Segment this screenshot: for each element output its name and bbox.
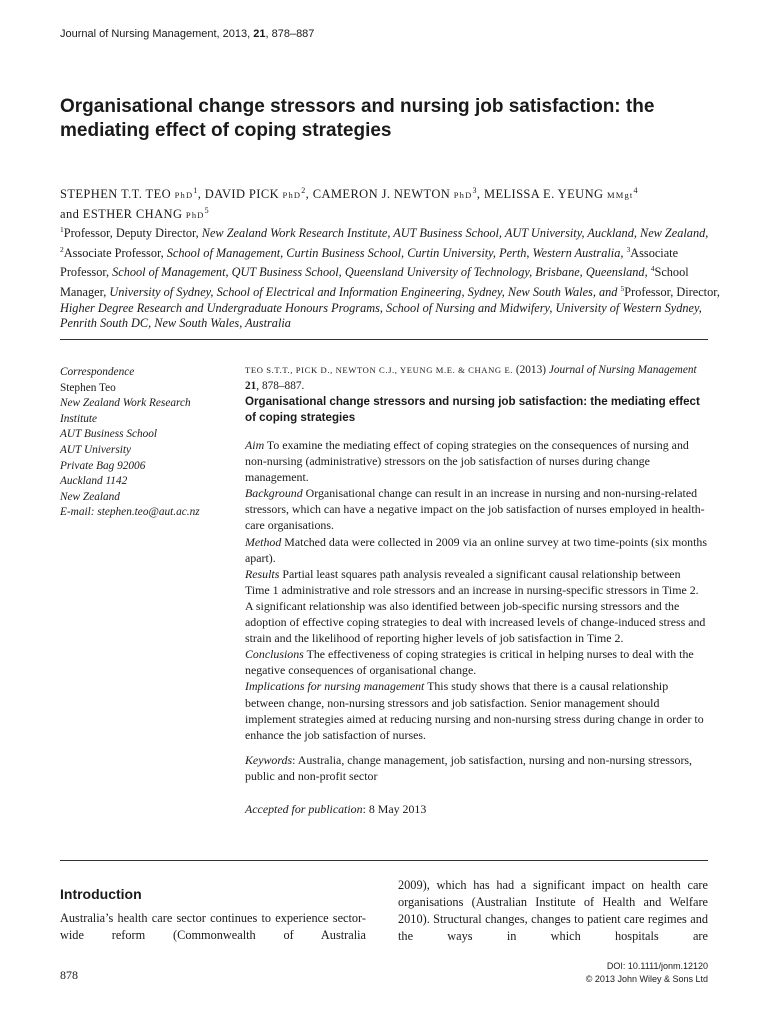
affiliation-role: Associate Professor, xyxy=(60,245,679,280)
keywords-text: : Australia, change management, job satisfaction, nursing and non-nursing stressors, public and non-profit sector xyxy=(245,752,693,783)
affiliation-mark: 1 xyxy=(60,225,64,234)
affiliation-place: New Zealand Work Research Institute, AUT Business School, AUT University, Auckland, New Zealand, xyxy=(201,226,709,241)
author-affiliation-mark: 2 xyxy=(301,186,306,195)
author-name: DAVID PICK xyxy=(204,187,280,202)
citation-authors: TEO S.T.T., PICK D., NEWTON C.J., YEUNG M.E. & CHANG E. xyxy=(245,365,514,375)
abstract-section-text: To examine the mediating effect of coping strategies on the consequences of nursing and non-nursing (administrative) stressors on the job satisfaction of nurses during change management. xyxy=(245,438,689,485)
keywords-label: Keywords xyxy=(245,752,293,767)
abstract-block xyxy=(245,362,707,817)
correspondence-line: Private Bag 92006 xyxy=(60,459,146,472)
correspondence-line: New Zealand Work Research xyxy=(60,397,191,410)
affiliation-place: University of Sydney, School of Electrical and Information Engineering, Sydney, New South Wales, and xyxy=(109,285,621,300)
affiliation-place: School of Management, Curtin Business School, Curtin University, Perth, Western Australia, xyxy=(166,245,627,260)
correspondence-line: AUT Business School xyxy=(60,428,158,441)
correspondence-block xyxy=(60,365,230,521)
doi: DOI: 10.1111/jonm.12120 xyxy=(606,961,708,971)
abstract-section-text: The effectiveness of coping strategies is critical in helping nurses to deal with the negative consequences of organisational change. xyxy=(245,647,694,678)
article-title: Organisational change stressors and nursing job satisfaction: the mediating effect of coping strategies xyxy=(60,96,655,141)
author-name: MELISSA E. YEUNG xyxy=(483,187,604,202)
correspondence-line: AUT University xyxy=(60,443,132,456)
author-separator: , xyxy=(197,187,205,202)
affiliation-role: School Manager, xyxy=(60,265,689,300)
author-name: STEPHEN T.T. TEO xyxy=(60,187,172,202)
author-affiliation-mark: 5 xyxy=(204,206,210,216)
accepted-date xyxy=(245,801,707,817)
journal-header-prefix: Journal of Nursing Management, 2013, xyxy=(60,28,254,40)
affiliation-role: Professor, Deputy Director, xyxy=(63,226,202,241)
abstract-section-label: Conclusions xyxy=(245,647,304,662)
author-degree: PhD xyxy=(185,210,205,221)
abstract-section-text: Partial least squares path analysis revealed a significant causal relationship between Time 1 administrative and role stressors and an increase in nursing-specific stressors in Time 2. A significant relationship was also identified between job-specific nursing stressors and the adoption of effective coping strategies to deal with increased levels of change-induced stress and strain and the likelihood of reporting higher levels of job satisfaction in Time 2. xyxy=(245,566,706,646)
accepted-label: Accepted for publication xyxy=(245,801,363,816)
affiliation-mark: 3 xyxy=(626,244,631,254)
correspondence-name: Stephen Teo xyxy=(60,381,116,394)
author-degree: PhD xyxy=(453,190,473,201)
journal-pages: , 878–887 xyxy=(265,28,315,40)
author-affiliation-mark: 3 xyxy=(472,186,477,195)
affiliation-place: Higher Degree Research and Undergraduate Honours Programs, School of Nursing and Midwifery, University of Western Sydney, Penrith South DC, New South Wales, Australia xyxy=(60,300,702,331)
author-separator: , xyxy=(476,187,484,202)
keywords xyxy=(245,752,707,784)
correspondence-line: Institute xyxy=(60,412,98,425)
author-degree: PhD xyxy=(174,190,194,201)
abstract-section-text: This study shows that there is a causal relationship between change, non-nursing stressors and job satisfaction. Senior management should implement strategies aimed at reducing nursing and non-nursing stress during change in order to enhance the job satisfaction of nurses. xyxy=(245,679,704,742)
abstract-section-label: Implications for nursing management xyxy=(245,679,425,694)
bottom-divider xyxy=(60,860,708,861)
affiliation-mark: 2 xyxy=(60,244,64,254)
author-separator: , xyxy=(305,187,313,202)
abstract-section-label: Results xyxy=(245,566,280,581)
citation-journal: Journal of Nursing Management xyxy=(548,364,697,376)
accepted-text: : 8 May 2013 xyxy=(362,801,427,816)
citation-year: (2013) xyxy=(513,364,549,376)
journal-header xyxy=(60,28,314,40)
abstract-body xyxy=(245,437,707,743)
abstract-title: Organisational change stressors and nursing job satisfaction: the mediating effect of coping strategies xyxy=(245,395,700,424)
affiliation-place: School of Management, QUT Business School, Queensland University of Technology, Brisbane, Queensland, xyxy=(112,265,651,280)
correspondence-email[interactable]: E-mail: stephen.teo@aut.ac.nz xyxy=(60,506,200,519)
copyright: © 2013 John Wiley & Sons Ltd xyxy=(585,974,708,984)
author-affiliation-mark: 4 xyxy=(633,186,638,195)
affiliation-mark: 5 xyxy=(620,284,625,294)
affiliation-role: Professor, Director, xyxy=(624,285,720,300)
citation-volume: 21 xyxy=(245,380,257,392)
journal-volume: 21 xyxy=(253,28,266,40)
abstract-section-label: Background xyxy=(245,486,303,501)
citation xyxy=(245,362,707,394)
author-degree: MMgt xyxy=(606,190,634,201)
correspondence-label: Correspondence xyxy=(60,366,135,378)
abstract-section-text: Matched data were collected in 2009 via an online survey at two time-points (six months apart). xyxy=(245,534,707,565)
top-divider xyxy=(60,339,708,340)
abstract-section-text: Organisational change can result in an increase in nursing and non-nursing-related stressors, which can have a negative impact on the job satisfaction of nurses employed in health-care organisations. xyxy=(245,486,705,533)
introduction-left-column: Australia’s health care sector continues to experience sector-wide reform (Commonwealth of Australia xyxy=(60,911,366,942)
author-degree: PhD xyxy=(282,190,302,201)
author-name: ESTHER CHANG xyxy=(82,207,183,222)
author-name: CAMERON J. NEWTON xyxy=(312,187,451,202)
abstract-section-label: Method xyxy=(245,534,282,549)
affiliation-mark: 4 xyxy=(650,264,655,274)
introduction-right-column: 2009), which has had a significant impact on health care organisations (Australian Institute of Health and Welfare 2010). Structural changes, changes to patient care regimes and the ways in which hospitals are xyxy=(398,878,708,943)
abstract-section-label: Aim xyxy=(245,438,265,452)
affiliations xyxy=(60,222,720,332)
introduction-heading: Introduction xyxy=(60,886,142,902)
author-affiliation-mark: 1 xyxy=(193,186,198,195)
correspondence-line: New Zealand xyxy=(60,490,120,503)
citation-pages: , 878–887. xyxy=(256,380,305,392)
correspondence-line: Auckland 1142 xyxy=(60,475,128,488)
page-number: 878 xyxy=(60,968,78,982)
author-separator: and xyxy=(60,207,83,222)
affiliation-role: Associate Professor, xyxy=(63,245,167,260)
author-list xyxy=(60,183,720,223)
